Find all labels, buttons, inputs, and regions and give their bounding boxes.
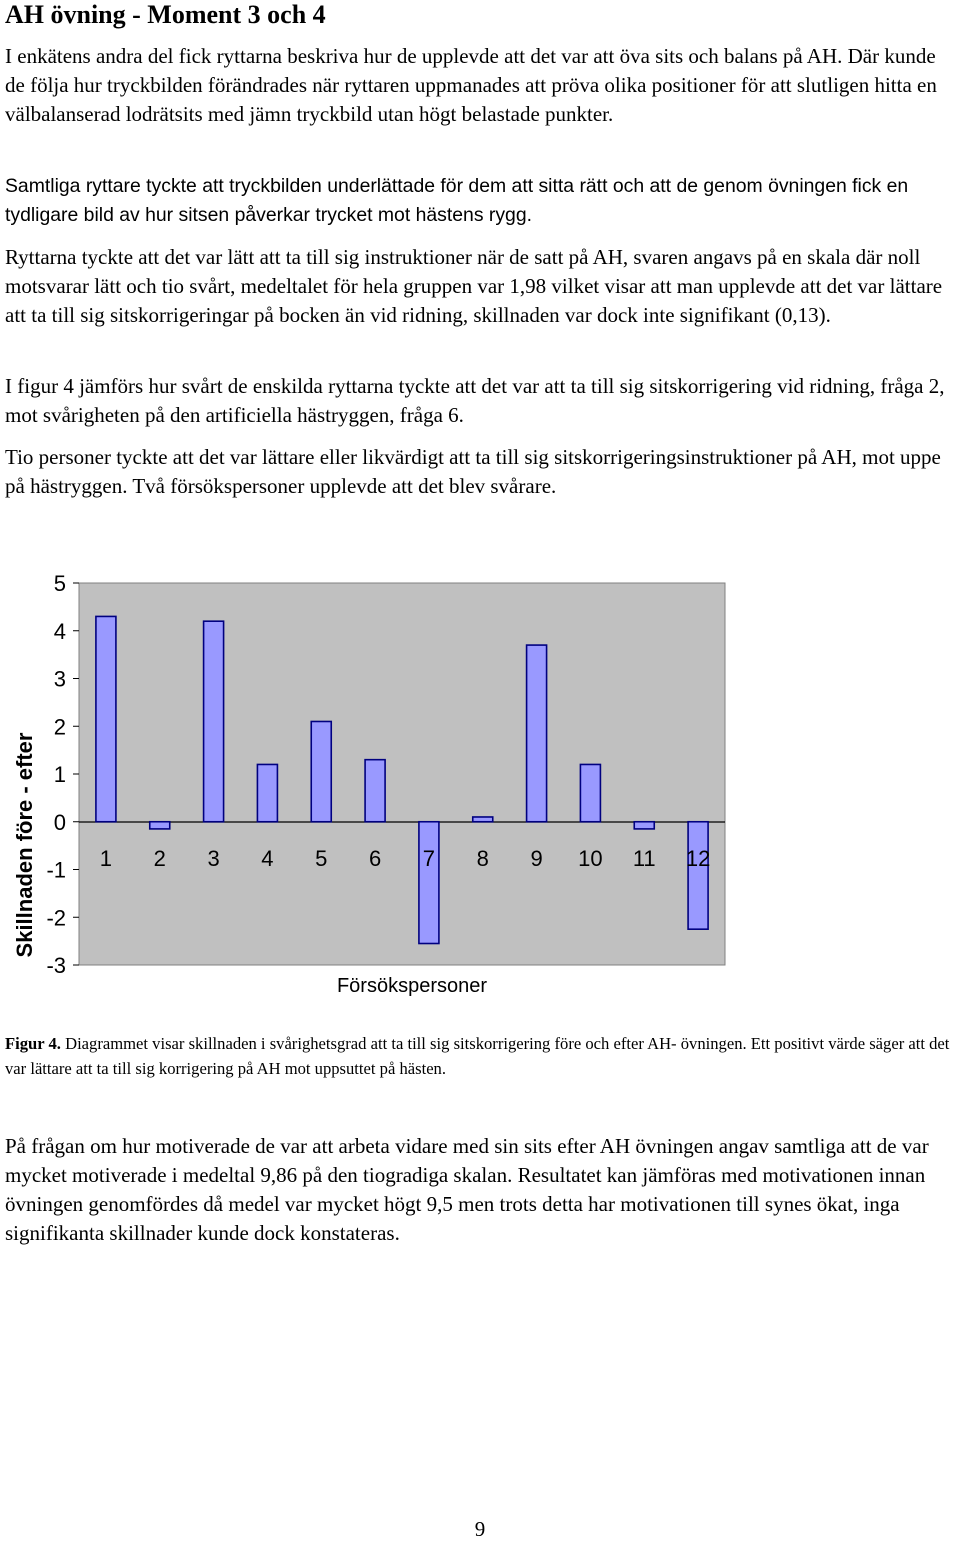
y-axis-ticks (46, 571, 79, 978)
page-number: 9 (474, 1517, 486, 1541)
y-tick-label: 1 (53, 762, 66, 787)
bar-5 (311, 721, 331, 821)
y-tick-label: -2 (46, 905, 66, 931)
x-tick-label: 2 (153, 846, 166, 871)
paragraph-4: I figur 4 jämförs hur svårt de enskilda ryttarna tyckte att det var att ta till sig sitskorrigering vid ridning, fråga 2, mot svårigheten på den artificiella hästryggen, fråga 6. (5, 374, 945, 427)
x-tick-label: 7 (422, 846, 436, 871)
x-tick-label: 3 (207, 846, 220, 871)
y-tick-label: 2 (53, 714, 66, 740)
x-tick-label: 11 (632, 846, 656, 871)
bar-7 (419, 822, 439, 944)
paragraph-3: Ryttarna tyckte att det var lätt att ta till sig instruktioner när de satt på AH, svaren angavs på en skala där noll motsvarar lätt och tio svårt, medeltalet för hela gruppen var 1,98 vilket visar att man upplevde att det var lättare att ta till sig sitskorrigeringar på bocken än vid ridning, skillnaden var dock inte signifikant (0,13). (5, 245, 943, 327)
bar-1 (96, 616, 116, 821)
y-tick-label: -3 (46, 953, 66, 978)
paragraph-1: I enkätens andra del fick ryttarna beskriva hur de upplevde att det var att öva sits och balans på AH. Där kunde de följa hur tryckbilden förändrades när ryttaren uppmanades att pröva olika positioner för att slutligen hitta en välbalanserad lodrätsits med jämn tryckbild utan högt belastade punkter. (5, 44, 937, 126)
bar-6 (365, 760, 385, 822)
y-tick-label: 4 (53, 618, 66, 644)
caption-text: Diagrammet visar skillnaden i svårighetsgrad att ta till sig sitskorrigering före och efter AH- övningen. Ett positivt värde säger att det var lättare att ta till sig korrigering på AH mot uppsuttet på hästen. (5, 1034, 950, 1078)
bar-11 (634, 822, 654, 829)
y-axis-title: Skillnaden före - efter (12, 732, 37, 958)
paragraph-2: Samtliga ryttare tyckte att tryckbilden underlättade för dem att sitta rätt och att de genom övningen fick en tydligare bild av hur sitsen påverkar trycket mot hästens rygg. (5, 175, 909, 226)
y-tick-label: 0 (53, 809, 66, 835)
bar-12 (685, 822, 711, 929)
x-tick-label: 12 (685, 846, 711, 871)
x-tick-label: 1 (99, 846, 113, 871)
bar-9 (527, 645, 547, 822)
x-tick-label: 6 (368, 846, 382, 871)
figure-caption (5, 1031, 957, 1081)
bar-3 (204, 621, 224, 822)
caption-label: Figur 4. (5, 1034, 61, 1053)
y-tick-label: 3 (53, 666, 66, 692)
x-tick-label: 10 (578, 846, 603, 871)
x-tick-label: 8 (476, 846, 489, 871)
difference-bar-chart (0, 560, 760, 1010)
x-tick-label: 4 (261, 846, 274, 871)
bar-8 (473, 817, 493, 822)
plot-area (79, 583, 725, 965)
y-tick-label: -1 (46, 857, 66, 883)
bar-2 (150, 822, 170, 829)
x-tick-label: 5 (315, 846, 328, 871)
y-tick-label: 5 (53, 571, 66, 596)
paragraph-5: Tio personer tyckte att det var lättare eller likvärdigt att ta till sig sitskorrigeringsinstruktioner på AH, mot uppe på hästryggen. Två försökspersoner upplevde att det blev svårare. (5, 445, 941, 498)
x-tick-label: 9 (530, 846, 543, 871)
page-heading: AH övning - Moment 3 och 4 (5, 0, 326, 29)
paragraph-6: På frågan om hur motiverade de var att arbeta vidare med sin sits efter AH övningen angav samtliga att de var mycket motiverade i medeltal 9,86 på den tiogradiga skalan. Resultatet kan jämföras med motivationen innan övningen genomfördes då medel var mycket högt 9,5 men trots detta har motivationen till synes ökat, inga signifikanta skillnader kunde dock konstateras. (5, 1134, 929, 1245)
bar-4 (257, 764, 277, 821)
x-axis-title: Försökspersoner (336, 975, 488, 997)
bar-10 (580, 764, 600, 821)
